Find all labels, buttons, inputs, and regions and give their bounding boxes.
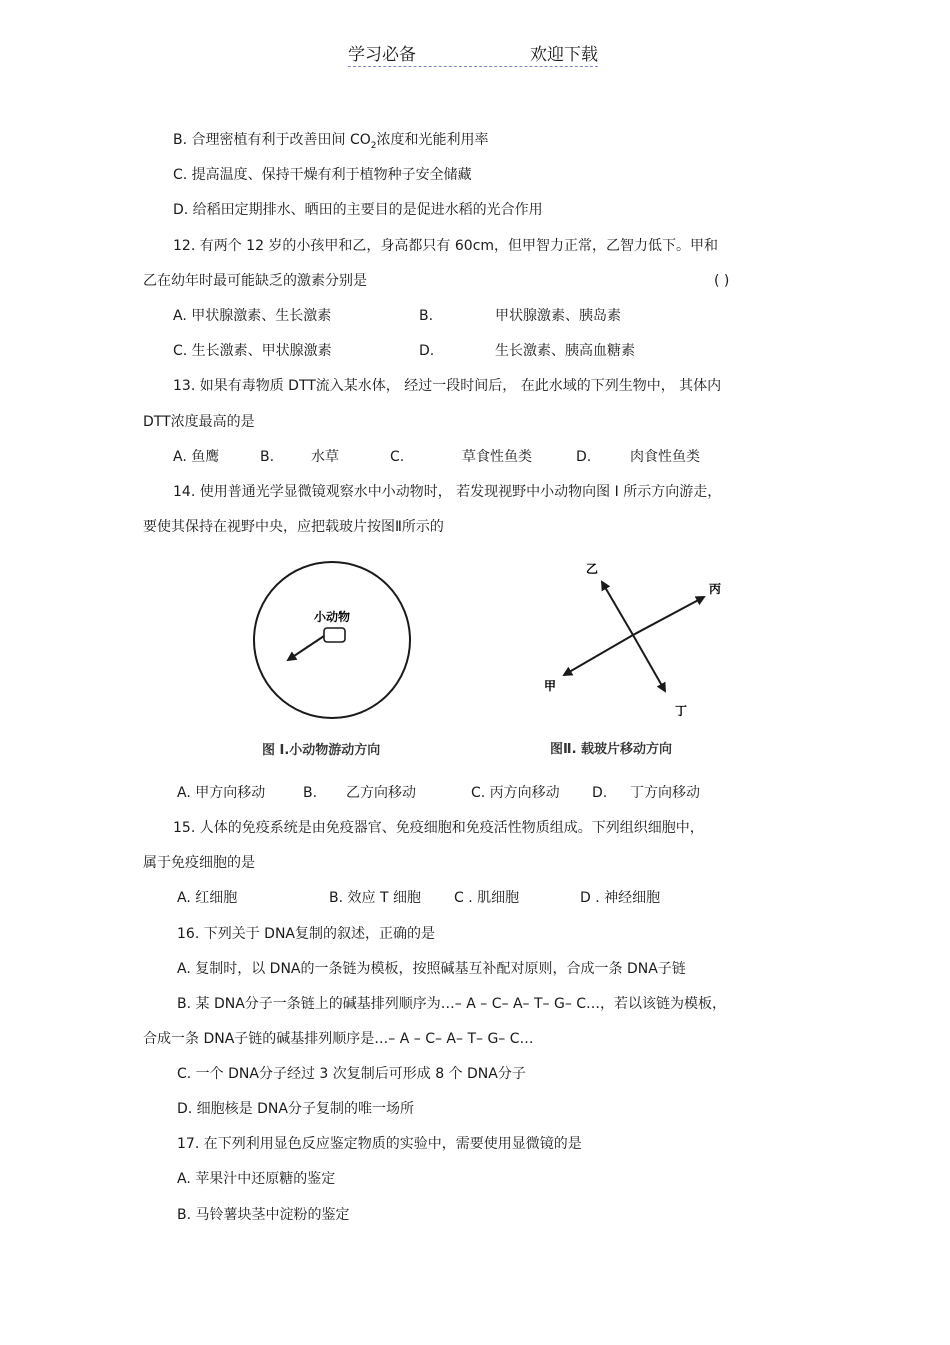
option-12b: 甲状腺激素、胰岛素 [495, 308, 621, 324]
option-15d: D . 神经细胞 [580, 890, 661, 906]
option-12d: 生长激素、胰高血糖素 [495, 343, 635, 359]
small-animal-shape [324, 628, 345, 642]
arrow-yi [602, 582, 633, 635]
option-16d: D. 细胞核是 DNA分子复制的唯一场所 [177, 1101, 414, 1117]
question-14-cont: 要使其保持在视野中央，应把载玻片按图Ⅱ所示的 [143, 519, 444, 535]
option-14b: 乙方向移动 [346, 785, 416, 801]
figure-1-caption: 图 I.小动物游动方向 [262, 743, 381, 758]
question-13: 13. 如果有毒物质 DTT流入某水体， 经过一段时间后， 在此水域的下列生物中， 其体内 [173, 378, 722, 394]
option-15c: C . 肌细胞 [454, 890, 520, 906]
question-15: 15. 人体的免疫系统是由免疫器官、免疫细胞和免疫活性物质组成。下列组织细胞中， [173, 820, 704, 836]
option-14c: C. 丙方向移动 [471, 785, 560, 801]
question-14: 14. 使用普通光学显微镜观察水中小动物时， 若发现视野中小动物向图 I 所示方向游走， [173, 484, 722, 500]
option-13c-label: C. [390, 449, 405, 465]
option-14b-label: B. [303, 785, 318, 801]
label-ding: 丁 [675, 704, 688, 718]
small-animal-label: 小动物 [314, 610, 351, 624]
option-17a: A. 苹果汁中还原糖的鉴定 [177, 1171, 336, 1187]
figure-2-caption: 图Ⅱ. 载玻片移动方向 [550, 742, 673, 757]
answer-blank-12: ( ) [714, 273, 730, 289]
option-16b: B. 某 DNA分子一条链上的碱基排列顺序为…– A – C– A– T– G– C…，若以该链为模板， [177, 996, 727, 1012]
question-16: 16. 下列关于 DNA复制的叙述，正确的是 [177, 926, 435, 942]
option-13a: A. 鱼鹰 [173, 449, 220, 465]
figure-1 [240, 555, 440, 765]
option-12b-label: B. [419, 308, 434, 324]
page-header [348, 40, 598, 67]
arrow-ding [633, 635, 665, 691]
option-13d-label: D. [576, 449, 592, 465]
arrow-jia [564, 635, 633, 675]
option-16b-cont: 合成一条 DNA子链的碱基排列顺序是…– A – C– A– T– G– C… [143, 1031, 534, 1047]
question-12-cont: 乙在幼年时最可能缺乏的激素分别是 [143, 273, 367, 289]
header-left: 学习必备 [348, 45, 416, 65]
option-11c: C. 提高温度、保持干燥有利于植物种子安全储藏 [173, 167, 472, 183]
label-bing: 丙 [709, 582, 722, 596]
option-12d-label: D. [419, 343, 435, 359]
option-13b-label: B. [260, 449, 275, 465]
option-13b: 水草 [311, 449, 339, 465]
swim-direction-arrow [288, 636, 324, 660]
figure-2 [530, 555, 730, 765]
arrow-bing [633, 597, 704, 635]
option-11d: D. 给稻田定期排水、晒田的主要目的是促进水稻的光合作用 [173, 202, 543, 218]
option-15a: A. 红细胞 [177, 890, 238, 906]
microscope-field-circle [254, 562, 410, 718]
option-15b: B. 效应 T 细胞 [329, 890, 421, 906]
option-14d-label: D. [592, 785, 608, 801]
option-13d: 肉食性鱼类 [630, 449, 700, 465]
label-yi: 乙 [586, 562, 599, 576]
option-14a: A. 甲方向移动 [177, 785, 266, 801]
option-16a: A. 复制时，以 DNA的一条链为模板，按照碱基互补配对原则，合成一条 DNA子链 [177, 961, 686, 977]
question-15-cont: 属于免疫细胞的是 [143, 855, 255, 871]
header-right: 欢迎下载 [530, 45, 598, 65]
question-12: 12. 有两个 12 岁的小孩甲和乙，身高都只有 60cm，但甲智力正常，乙智力低下。甲和 [173, 238, 719, 254]
option-16c: C. 一个 DNA分子经过 3 次复制后可形成 8 个 DNA分子 [177, 1066, 526, 1082]
option-13c: 草食性鱼类 [462, 449, 532, 465]
option-14d: 丁方向移动 [630, 785, 700, 801]
option-12c: C. 生长激素、甲状腺激素 [173, 343, 332, 359]
option-11b: B. 合理密植有利于改善田间 $CO_2$浓度和光能利用率 [173, 132, 489, 151]
option-12a: A. 甲状腺激素、生长激素 [173, 308, 332, 324]
question-17: 17. 在下列利用显色反应鉴定物质的实验中，需要使用显微镜的是 [177, 1136, 582, 1152]
option-17b: B. 马铃薯块茎中淀粉的鉴定 [177, 1207, 350, 1223]
label-jia: 甲 [544, 679, 557, 693]
question-13-cont: DTT浓度最高的是 [143, 414, 255, 430]
